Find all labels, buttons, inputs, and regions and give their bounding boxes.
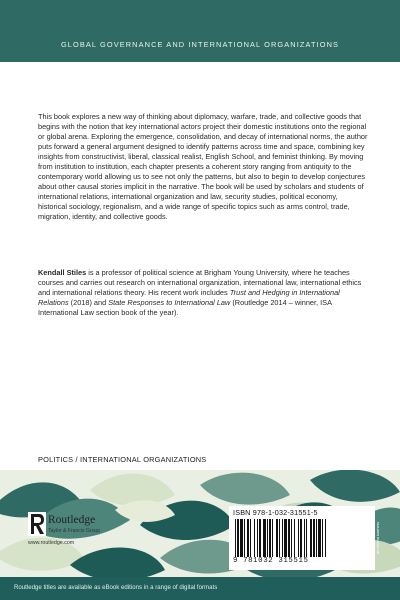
barcode-bar xyxy=(282,519,283,557)
barcode-bar xyxy=(279,519,280,557)
series-band xyxy=(0,0,400,62)
barcode-bar xyxy=(304,519,305,557)
barcode-bar xyxy=(267,519,268,557)
side-label xyxy=(376,510,394,570)
barcode-bar xyxy=(288,519,290,557)
author-name: Kendall Stiles xyxy=(38,268,87,277)
barcode-bar xyxy=(254,519,255,557)
series-title: GLOBAL GOVERNANCE AND INTERNATIONAL ORGANIZATIONS xyxy=(60,40,340,49)
barcode-bar xyxy=(244,519,245,557)
barcode-bar xyxy=(313,519,315,557)
barcode-panel xyxy=(229,506,375,570)
barcode-bar xyxy=(259,519,261,557)
bio-text-2: (2018) and xyxy=(68,297,109,307)
barcode-bar xyxy=(318,519,321,557)
barcode-bar xyxy=(310,519,312,557)
barcode-bar xyxy=(294,519,295,557)
barcode-bar xyxy=(306,519,307,557)
subject-category: POLITICS / INTERNATIONAL ORGANIZATIONS xyxy=(38,455,207,464)
routledge-r-icon xyxy=(28,512,46,536)
publisher-url[interactable]: www.routledge.com xyxy=(28,540,75,546)
barcode-bar xyxy=(263,519,266,557)
bio-text-3: (Routledge 2014 – winner, ISA International Law section book of the year). xyxy=(38,297,332,317)
book-title-2: State Responses to International Law xyxy=(108,297,231,307)
barcode-bar xyxy=(322,519,323,557)
barcode-bar xyxy=(325,519,326,557)
book-description: This book explores a new way of thinking about diplomacy, warfare, trade, and collective goods that begins with the notion that key international actors project their domestic institutions onto the regional or global arena. Exploring the emergence, consolidation, and decay of international norms, the author puts forward a general argument designed to identify patterns across time and space, combining key insights from constructivist, liberal, classical realist, English School, and feminist thinking. By moving from institution to institution, each chapter presents a coherent story ranging from antiquity to the contemporary world allowing us to see not only the patterns, but also to begin to develop conjectures about other causal stories implicit in the narrative. The book will be used by scholars and students of international relations, international organization and law, security studies, political economy, historical sociology, regionalism, and a wide range of specific topics such as arms control, trade, migration, identity, and collective goods. xyxy=(38,112,368,221)
barcode-bar xyxy=(316,519,317,557)
barcode-number: 9 781032 315515 xyxy=(233,557,309,565)
barcode-bar xyxy=(237,519,239,557)
informa-label: an informa business xyxy=(376,521,381,555)
barcode-bar xyxy=(291,519,292,557)
publisher-logo xyxy=(28,512,128,540)
author-bio xyxy=(38,268,368,318)
ebook-note: Routledge titles are available as eBook editions in a range of digital formats xyxy=(14,584,218,591)
barcode-bar xyxy=(284,519,287,557)
barcode-bar xyxy=(240,519,243,557)
barcode-bar xyxy=(247,519,249,557)
barcode-bar xyxy=(272,519,273,557)
publisher-group: Taylor & Francis Group xyxy=(48,528,101,534)
footer-band xyxy=(0,577,400,600)
barcode xyxy=(235,519,371,557)
isbn-label: ISBN 978-1-032-31551-5 xyxy=(233,508,318,517)
barcode-bar xyxy=(298,519,299,557)
bio-text-1: is a professor of political science at Brigham Young University, where he teaches courses and carries out research on international organization, international law, international ethics and international relations theory. His recent work includes xyxy=(38,268,362,297)
barcode-bar xyxy=(276,519,278,557)
barcode-bar xyxy=(257,519,258,557)
barcode-bar xyxy=(250,519,251,557)
barcode-bar xyxy=(269,519,271,557)
publisher-name: Routledge xyxy=(48,514,96,526)
book-title-1: Trust and Hedging in International Relations xyxy=(38,287,340,307)
barcode-bar xyxy=(235,519,236,557)
barcode-bar xyxy=(300,519,302,557)
